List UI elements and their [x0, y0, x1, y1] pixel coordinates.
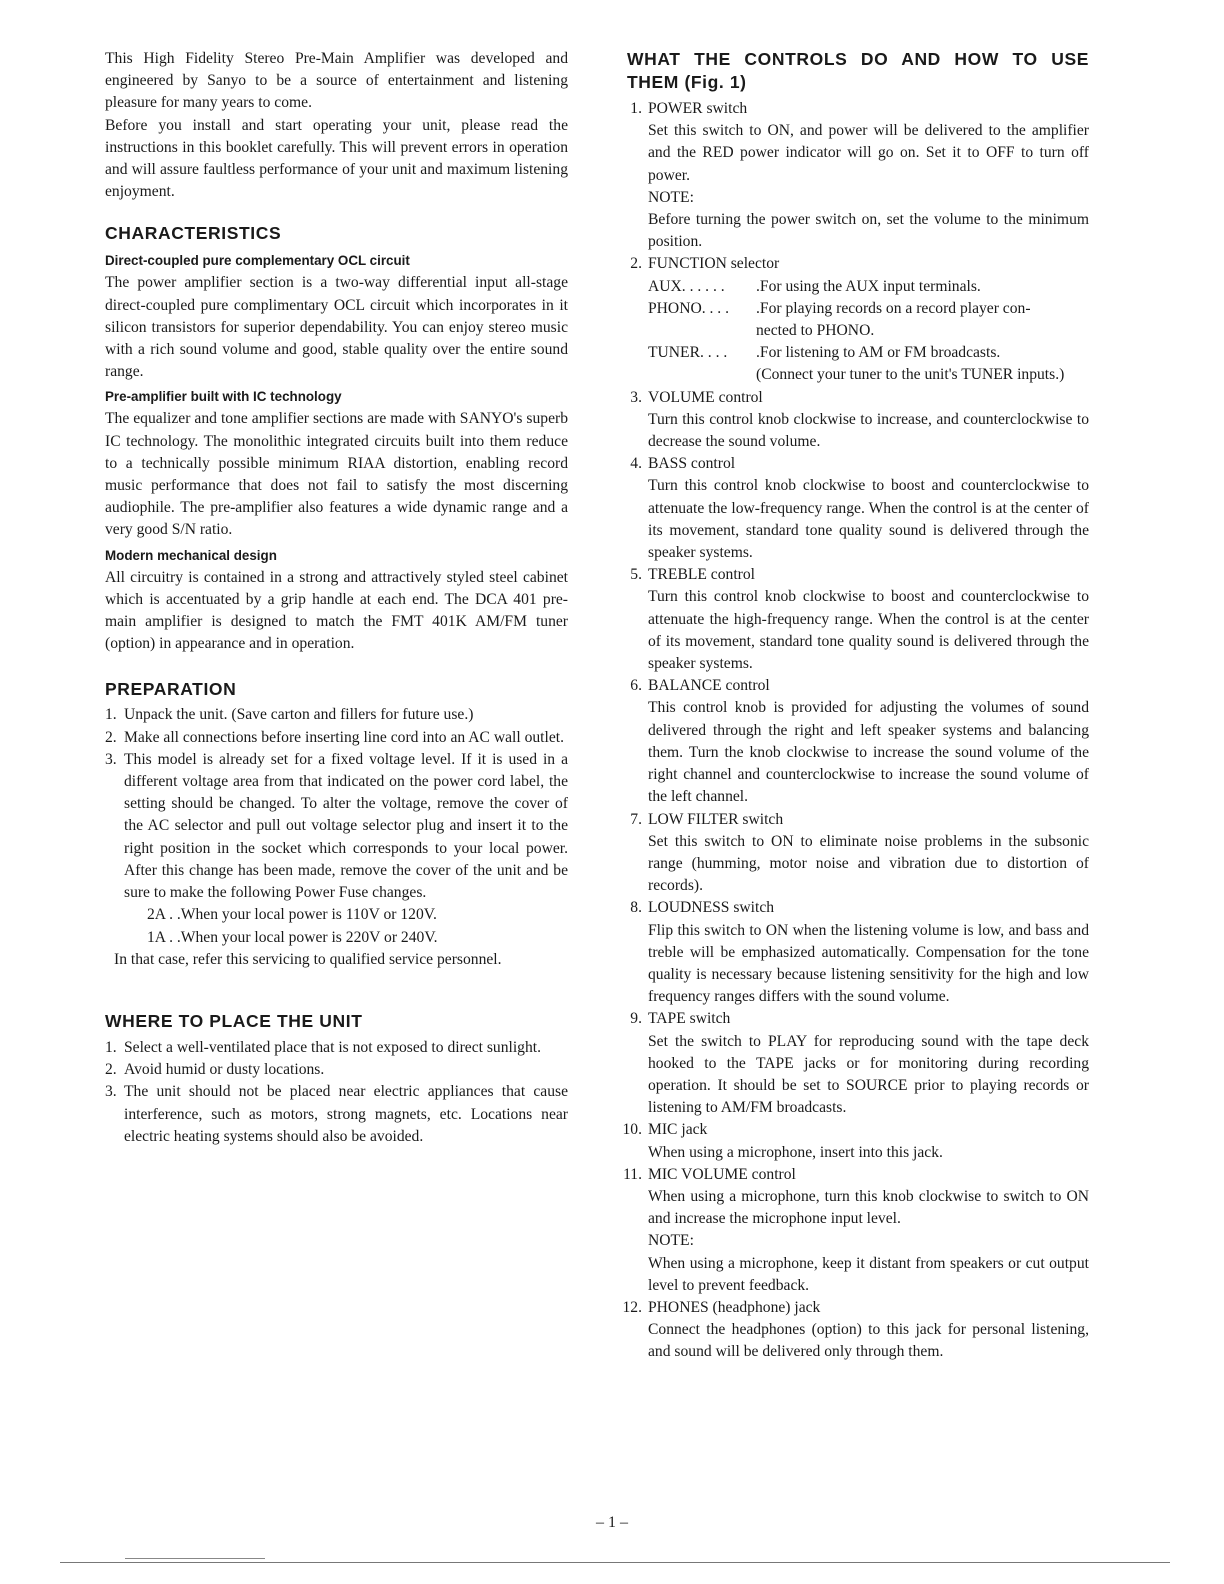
body-paragraph: The equalizer and tone amplifier sections are made with SANYO's superb IC technology. The monolithic integrated circuits built into them reduce to a technically possible minimum RIAA distortion, enabling record music performance that does not fail to satisfy the most discerning audiophile. The pre-amplifier also features a wide dynamic range and a very good S/N ratio. — [105, 410, 568, 539]
function-option: TUNER. . . . .For listening to AM or FM broadcasts. (Connect your tuner to the unit's TUNER inputs.) — [648, 344, 1065, 384]
note-label: NOTE: — [648, 1232, 694, 1250]
control-text: Flip this switch to ON when the listening volume is low, and bass and treble will be emphasized automatically. Compensation for the tone quality is necessary because listening sensitivity for the high and low frequency ranges differs with the sound volume. — [648, 921, 1089, 1006]
controls-heading: WHAT THE CONTROLS DO AND HOW TO USE THEM (Fig. 1) — [627, 49, 1089, 92]
list-item: 3. The unit should not be placed near electric appliances that cause interference, such as motors, strong magnets, etc. Locations near electric heating systems should also be avoided. — [105, 1083, 568, 1145]
characteristics-heading: CHARACTERISTICS — [105, 223, 282, 244]
control-text: Turn this control knob clockwise to boost and counterclockwise to attenuate the high-frequency range. When the control is at the center of its movement, standard tone quality sound is delivered through the speaker systems. — [648, 588, 1089, 673]
subheading: Pre-amplifier built with IC technology — [105, 389, 342, 405]
intro-paragraph: This High Fidelity Stereo Pre-Main Amplifier was developed and engineered by Sanyo to be a source of entertainment and listening pleasure for many years to come. — [105, 50, 568, 112]
function-option: PHONO. . . . .For playing records on a record player con- nected to PHONO. — [648, 299, 1031, 340]
footer-rule — [60, 1562, 1170, 1563]
fuse-line: 1A . .When your local power is 220V or 240V. — [147, 928, 438, 946]
list-item: 3. This model is already set for a fixed voltage level. If it is used in a different voltage area from that indicated on the power cord label, the setting should be changed. To alter the voltage, remove the cover of the AC selector and pull out voltage selector plug and insert it to the right position in the socket which corresponds to your local power. After this change has been made, remove the cover of the unit and be sure to make the following Power Fuse changes. — [105, 750, 568, 902]
body-paragraph: The power amplifier section is a two-way differential input all-stage direct-coupled pure complimentary OCL circuit which incorporates in it silicon transistors for superior dependability. You can enjoy stereo music with a rich sound volume and good, stable quality over the entire sound range. — [105, 274, 568, 381]
control-text: Turn this control knob clockwise to boost and counterclockwise to attenuate the low-frequency range. When the control is at the center of its movement, standard tone quality sound is delivered through the speaker systems. — [648, 477, 1089, 562]
control-text: Set this switch to ON, and power will be delivered to the amplifier and the RED power indicator will go on. Set it to OFF to turn off power. — [648, 122, 1089, 184]
list-item: 2. Avoid humid or dusty locations. — [105, 1061, 325, 1079]
control-title: 1. POWER switch — [630, 100, 748, 117]
list-item: 1. Select a well-ventilated place that is not exposed to direct sunlight. — [105, 1038, 542, 1056]
note-label: NOTE: — [648, 188, 694, 206]
right-column — [622, 48, 1089, 1364]
preparation-heading: PREPARATION — [105, 679, 237, 700]
placement-heading: WHERE TO PLACE THE UNIT — [105, 1010, 363, 1031]
subheading: Modern mechanical design — [105, 547, 277, 563]
control-title: 2. FUNCTION selector — [630, 255, 780, 273]
control-title: 6. BALANCE control — [630, 677, 770, 695]
intro-paragraph: Before you install and start operating your unit, please read the instructions in this booklet carefully. This will prevent errors in operation and will assure faultless performance of your unit and maximum listening enjoyment. — [105, 116, 568, 201]
page-number: – 1 – — [596, 1514, 628, 1531]
body-paragraph: All circuitry is contained in a strong and attractively styled steel cabinet which is accentuated by a grip handle at each end. The DCA 401 pre-main amplifier is designed to match the FMT 401K AM/FM tuner (option) in appearance and in operation. — [105, 568, 568, 653]
footer-rule — [125, 1558, 265, 1559]
control-title: 12. PHONES (headphone) jack — [622, 1298, 821, 1316]
control-text: This control knob is provided for adjusting the volumes of sound delivered through the right and left speaker systems and balancing them. Turn the knob clockwise to increase the sound volume of the right channel and counterclockwise to increase the sound volume of the left channel. — [648, 699, 1089, 806]
control-text: When using a microphone, turn this knob clockwise to switch to ON and increase the microphone input level. — [648, 1187, 1089, 1228]
control-text: Set this switch to ON to eliminate noise problems in the subsonic range (humming, motor noise and vibration due to distortion of records). — [648, 832, 1089, 895]
control-text: Connect the headphones (option) to this jack for personal listening, and sound will be delivered only through them. — [648, 1321, 1089, 1361]
subheading: Direct-coupled pure complementary OCL circuit — [105, 253, 410, 269]
control-title: 3. VOLUME control — [630, 388, 763, 406]
fuse-line: 2A . .When your local power is 110V or 120V. — [147, 906, 437, 924]
control-title: 4. BASS control — [630, 455, 736, 473]
note-text: When using a microphone, keep it distant from speakers or cut output level to prevent feedback. — [648, 1254, 1089, 1294]
control-title: 9. TAPE switch — [630, 1010, 731, 1028]
control-text: Set the switch to PLAY for reproducing sound with the tape deck hooked to the TAPE jacks or for monitoring during recording operation. It should be set to SOURCE prior to playing records or listening to AM/FM broadcasts. — [648, 1032, 1089, 1117]
control-title: 10. MIC jack — [622, 1121, 708, 1139]
control-title: 11. MIC VOLUME control — [623, 1165, 796, 1183]
control-text: Turn this control knob clockwise to increase, and counterclockwise to decrease the sound volume. — [648, 410, 1089, 451]
left-column — [105, 48, 568, 1148]
control-title: 5. TREBLE control — [630, 566, 755, 584]
list-item: 2. Make all connections before inserting line cord into an AC wall outlet. — [105, 728, 564, 746]
note-text: Before turning the power switch on, set the volume to the minimum position. — [648, 211, 1089, 251]
control-title: 8. LOUDNESS switch — [630, 899, 775, 917]
function-option: AUX. . . . . . .For using the AUX input terminals. — [648, 277, 981, 295]
list-item: 1. Unpack the unit. (Save carton and fillers for future use.) — [105, 706, 474, 724]
control-title: 7. LOW FILTER switch — [630, 810, 784, 828]
control-text: When using a microphone, insert into this jack. — [648, 1143, 943, 1161]
service-note: In that case, refer this servicing to qualified service personnel. — [114, 950, 502, 968]
